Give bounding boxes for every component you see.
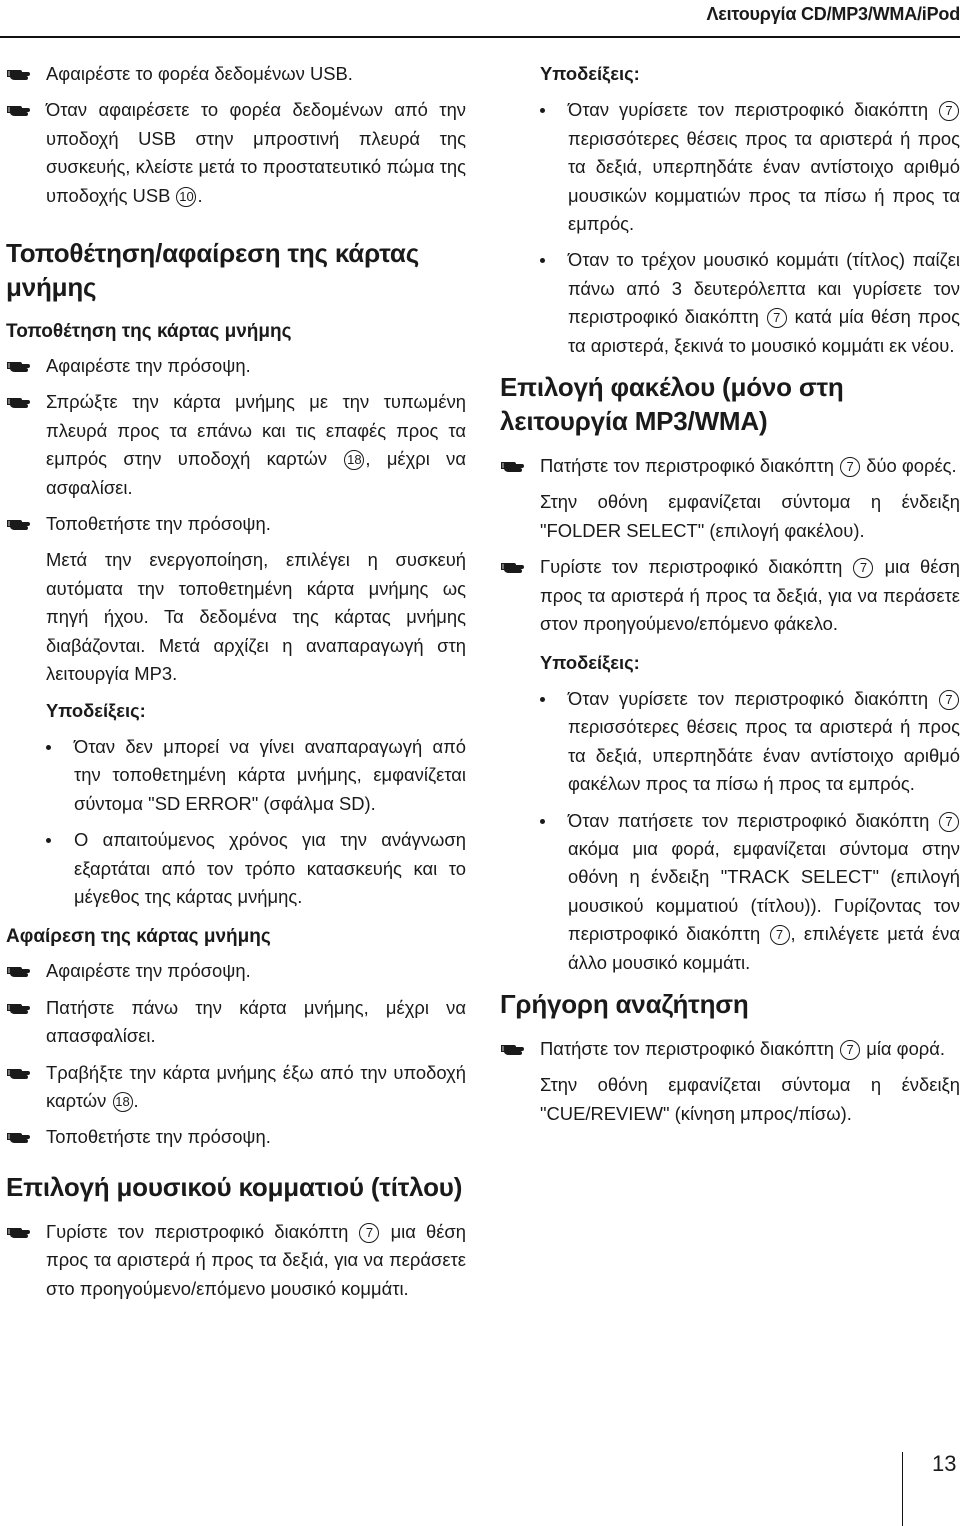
item-text: Σπρώξτε την κάρτα μνήμης με την τυπωμένη πλευρά προς τα επάνω και τις επαφές προς τα εμπρός στην υποδοχή καρτών (46, 391, 466, 470)
quick-search-step (500, 1035, 960, 1063)
pointing-hand-icon (6, 1126, 32, 1146)
item-text: , μέχρι να ασφαλίσει. (46, 448, 466, 498)
item-text: Ο απαιτούμενος χρόνος για την ανάγνωση εξαρτάται από τον τρόπο κατασκευής και το μέγεθος της κάρτας μνήμης. (74, 829, 466, 907)
pointing-hand-icon (6, 960, 32, 980)
item-text: Όταν αφαιρέσετε το φορέα δεδομένων από την υποδοχή USB στην μπροστινή πλευρά της συσκευής, κλείστε μετά το προστατευτικό πώμα της υποδοχής USB (46, 99, 466, 206)
notes-title: Υποδείξεις: (540, 651, 640, 673)
item-text: . (133, 1089, 139, 1111)
item-text: Όταν δεν μπορεί να γίνει αναπαραγωγή από την τοποθετημένη κάρτα μνήμης, εμφανίζεται σύντομα "SD ERROR" (σφάλμα SD). (74, 735, 466, 814)
track-notes (500, 96, 960, 360)
notes-title: Υποδείξεις: (540, 63, 640, 84)
item-text: Πατήστε πάνω την κάρτα μνήμης, μέχρι να απασφαλίσει. (46, 996, 466, 1047)
item-text: Αφαιρέστε την πρόσοψη. (46, 355, 251, 377)
instruction-step (500, 1035, 960, 1063)
control-reference-number: 7 (939, 812, 959, 832)
item-text: Αφαιρέστε το φορέα δεδομένων USB. (46, 63, 353, 84)
item-text: περισσότερες θέσεις προς τα αριστερά ή προς τα δεξιά, υπερπηδάτε έναν αντίστοιχο αριθμό φακέλων προς τα πίσω ή προς τα εμπρός. (568, 716, 960, 795)
item-text: κατά μία θέση προς τα αριστερά, ξεκινά το μουσικό κομμάτι εκ νέου. (568, 306, 960, 356)
control-reference-number: 7 (770, 925, 790, 945)
instruction-step (500, 452, 960, 480)
bullet-icon (540, 697, 545, 702)
remove-card-title: Αφαίρεση της κάρτας μνήμης (6, 926, 271, 948)
instruction-step (6, 352, 466, 380)
notes-title: Υποδείξεις: (46, 699, 146, 721)
bullet-icon (540, 108, 545, 113)
instruction-step (500, 553, 960, 638)
right-column (500, 60, 960, 1136)
instruction-step (6, 1218, 466, 1303)
insert-card-paragraph: Μετά την ενεργοποίηση, επιλέγει η συσκευή αυτόματα την τοποθετημένη κάρτα μνήμης ως πηγή ήχου. Τα δεδομένα της κάρτας μνήμης διαβάζονται. Μετά αρχίζει η αναπαραγωγή στη λειτουργία MP3. (46, 549, 466, 685)
folder-notes (500, 685, 960, 977)
bullet-icon (46, 838, 51, 843)
item-text: μια θέση προς τα αριστερά ή προς τα δεξιά, για να περάσετε στον προηγούμενο/επόμενο φάκελο. (540, 556, 960, 635)
item-text: Όταν πατήσετε τον περιστροφικό διακόπτη (568, 809, 930, 831)
folder-paragraph: Στην οθόνη εμφανίζεται σύντομα η ένδειξη "FOLDER SELECT" (επιλογή φακέλου). (540, 491, 960, 541)
insert-card-notes (6, 733, 466, 911)
pointing-hand-icon (6, 1221, 32, 1241)
folder-step-1 (500, 452, 960, 480)
item-text: μία φορά. (861, 1037, 946, 1059)
control-reference-number: 18 (113, 1092, 133, 1112)
item-text: Πατήστε τον περιστροφικό διακόπτη (540, 1037, 834, 1059)
item-text: ακόμα μια φορά, εμφανίζεται σύντομα στην οθόνη η ένδειξη "TRACK SELECT" (επιλογή μουσικού κομματιού (τίτλου)). Γυρίζοντας τον περιστροφικό διακόπτη (568, 837, 960, 945)
item-text: Πατήστε τον περιστροφικό διακόπτη (540, 455, 834, 477)
folder-select-title: Επιλογή φακέλου (μόνο στη λειτουργία MP3/WMA) (500, 372, 844, 437)
item-text: μια θέση προς τα αριστερά ή προς τα δεξιά, για να περάσετε στο προηγούμενο/επόμενο μουσικό κομμάτι. (46, 1220, 466, 1299)
instruction-step (6, 1123, 466, 1151)
note-item (46, 826, 466, 911)
instruction-step (6, 388, 466, 502)
pointing-hand-icon (6, 355, 32, 375)
item-text: . (197, 184, 203, 206)
item-text: Τοποθετήστε την πρόσοψη. (46, 1126, 271, 1148)
quick-search-title: Γρήγορη αναζήτηση (500, 988, 749, 1019)
insert-card-title: Τοποθέτηση της κάρτας μνήμης (6, 321, 292, 343)
item-text: Όταν γυρίσετε τον περιστροφικό διακόπτη (568, 687, 929, 709)
item-text: δύο φορές. (861, 455, 957, 477)
item-text: Όταν γυρίσετε τον περιστροφικό διακόπτη (568, 99, 929, 121)
bullet-icon (540, 258, 545, 263)
header-rule (0, 36, 960, 38)
control-reference-number: 7 (939, 690, 959, 710)
pointing-hand-icon (6, 513, 32, 533)
pointing-hand-icon (500, 556, 526, 576)
control-reference-number: 10 (176, 187, 196, 207)
instruction-step (6, 957, 466, 985)
note-item (46, 733, 466, 818)
control-reference-number: 7 (939, 101, 959, 121)
pointing-hand-icon (6, 99, 32, 119)
track-select-title: Επιλογή μουσικού κομματιού (τίτλου) (6, 1171, 463, 1202)
item-text: Γυρίστε τον περιστροφικό διακόπτη (46, 1220, 349, 1242)
control-reference-number: 7 (853, 558, 873, 578)
control-reference-number: 18 (344, 450, 364, 470)
pointing-hand-icon (6, 63, 32, 83)
note-item (540, 807, 960, 977)
control-reference-number: 7 (840, 1040, 860, 1060)
usb-steps (6, 60, 466, 210)
pointing-hand-icon (6, 1062, 32, 1082)
item-text: , επιλέγετε μετά ένα άλλο μουσικό κομμάτι. (568, 923, 960, 973)
quick-search-paragraph: Στην οθόνη εμφανίζεται σύντομα η ένδειξη "CUE/REVIEW" (κίνηση μπρος/πίσω). (540, 1074, 960, 1124)
note-item (540, 96, 960, 238)
instruction-step (6, 994, 466, 1051)
control-reference-number: 7 (359, 1223, 379, 1243)
pointing-hand-icon (6, 391, 32, 411)
control-reference-number: 7 (767, 308, 787, 328)
bullet-icon (46, 745, 51, 750)
page-number: 13 (932, 1451, 957, 1476)
page-number-rule (902, 1452, 903, 1526)
bullet-icon (540, 819, 545, 824)
instruction-step (6, 60, 466, 88)
control-reference-number: 7 (840, 457, 860, 477)
pointing-hand-icon (500, 1038, 526, 1058)
instruction-step (6, 510, 466, 538)
pointing-hand-icon (6, 997, 32, 1017)
item-text: Αφαιρέστε την πρόσοψη. (46, 960, 251, 982)
item-text: Τραβήξτε την κάρτα μνήμης έξω από την υποδοχή καρτών (46, 1061, 466, 1111)
card-section-title: Τοποθέτηση/αφαίρεση της κάρτας μνήμης (6, 238, 420, 303)
item-text: περισσότερες θέσεις προς τα αριστερά ή προς τα δεξιά, υπερπηδάτε έναν αντίστοιχο αριθμό μουσικών κομματιών προς τα πίσω ή προς τα εμπρός. (568, 127, 960, 235)
item-text: Τοποθετήστε την πρόσοψη. (46, 513, 271, 535)
left-column (6, 60, 466, 1311)
note-item (540, 246, 960, 360)
pointing-hand-icon (500, 455, 526, 475)
insert-card-steps (6, 352, 466, 538)
running-header: Λειτουργία CD/MP3/WMA/iPod (706, 4, 960, 24)
item-text: Όταν το τρέχον μουσικό κομμάτι (τίτλος) παίζει πάνω από 3 δευτερόλεπτα και γυρίσετε τον περιστροφικό διακόπτη (568, 249, 960, 328)
instruction-step (6, 96, 466, 210)
instruction-step (6, 1059, 466, 1116)
remove-card-steps (6, 957, 466, 1151)
item-text: Γυρίστε τον περιστροφικό διακόπτη (540, 556, 843, 578)
folder-step-2 (500, 553, 960, 638)
note-item (540, 685, 960, 799)
track-select-steps (6, 1218, 466, 1303)
